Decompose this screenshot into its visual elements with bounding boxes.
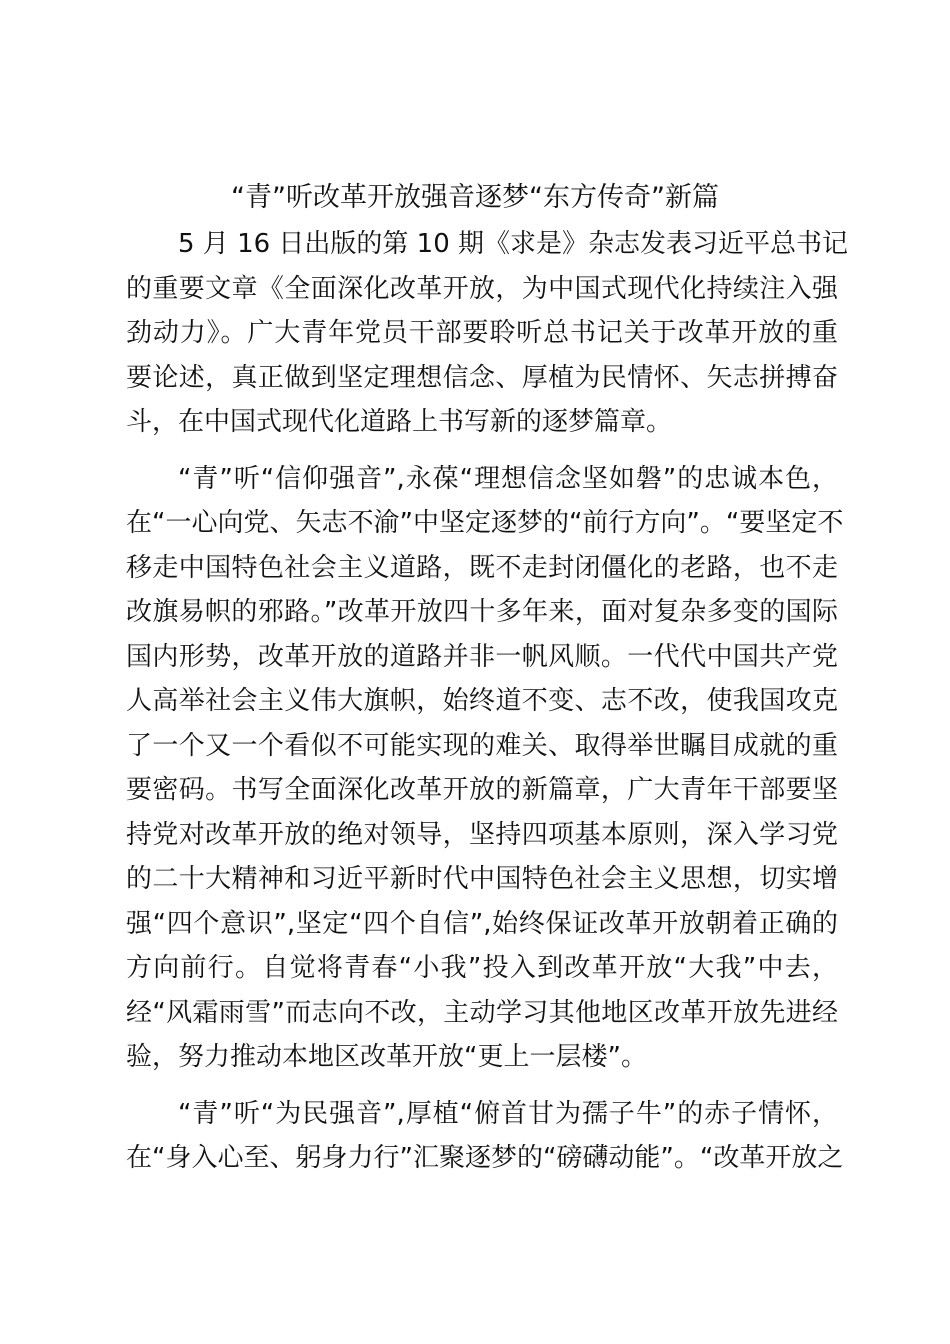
text-line: 强“四个意识”,坚定“四个自信”,始终保证改革开放朝着正确的	[126, 908, 838, 939]
text-line: 要密码。书写全面深化改革开放的新篇章，广大青年干部要坚	[126, 775, 838, 805]
text-line: 移走中国特色社会主义道路，既不走封闭僵化的老路，也不走	[126, 552, 838, 583]
text-line: 斗，在中国式现代化道路上书写新的逐梦篇章。	[126, 407, 673, 437]
text-line: 验，努力推动本地区改革开放“更上一层楼”。	[126, 1042, 647, 1072]
text-line: “青”听“为民强音”,厚植“俯首甘为孺子牛”的赤子情怀，	[178, 1098, 838, 1129]
paragraph-2	[126, 457, 844, 1080]
text-line: 5 月 16 日出版的第 10 期《求是》杂志发表习近平总书记	[178, 229, 849, 259]
text-line: 改旗易帜的邪路。”改革开放四十多年来，面对复杂多变的国际	[126, 597, 838, 627]
text-line: 了一个又一个看似不可能实现的难关、取得举世瞩目成就的重	[126, 730, 838, 761]
text-line: 人高举社会主义伟大旗帜，始终道不变、志不改，使我国攻克	[126, 686, 838, 716]
text-line: 劲动力》。广大青年党员干部要聆听总书记关于改革开放的重	[126, 318, 838, 348]
paragraph-1	[126, 222, 849, 445]
text-line: 在“一心向党、矢志不渝”中坚定逐梦的“前行方向”。“要坚定不	[126, 508, 844, 538]
text-line: “青”听“信仰强音”,永葆“理想信念坚如磐”的忠诚本色，	[178, 463, 838, 494]
text-line: 国内形势，改革开放的道路并非一帆风顺。一代代中国共产党	[126, 641, 838, 672]
document-body	[126, 222, 849, 1193]
text-line: 的二十大精神和习近平新时代中国特色社会主义思想，切实增	[126, 864, 838, 894]
paragraph-3	[126, 1092, 844, 1181]
text-line: 方向前行。自觉将青春“小我”投入到改革开放“大我”中去，	[126, 953, 838, 983]
text-line: 要论述，真正做到坚定理想信念、厚植为民情怀、矢志拼搏奋	[126, 362, 838, 393]
text-line: 持党对改革开放的绝对领导，坚持四项基本原则，深入学习党	[126, 819, 838, 850]
text-line: 的重要文章《全面深化改革开放，为中国式现代化持续注入强	[126, 273, 838, 304]
document-title: “青”听改革开放强音逐梦“东方传奇”新篇	[231, 182, 719, 213]
text-line: 在“身入心至、躬身力行”汇聚逐梦的“磅礴动能”。“改革开放之	[126, 1143, 844, 1173]
text-line: 经“风霜雨雪”而志向不改，主动学习其他地区改革开放先进经	[126, 997, 838, 1028]
